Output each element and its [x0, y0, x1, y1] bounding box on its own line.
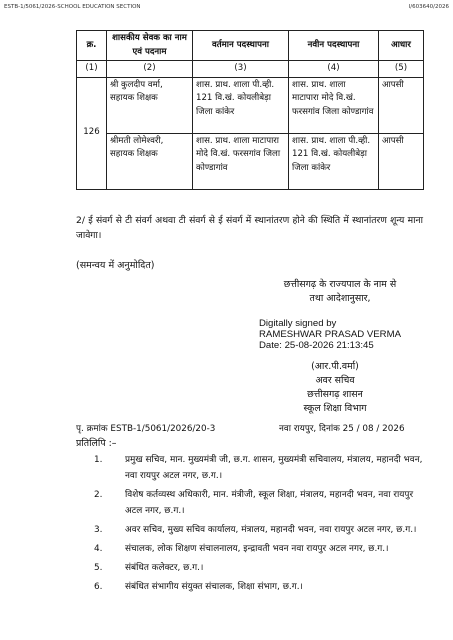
current-posting: शास. प्राथ. शाला पी.व्ही. 121 वि.खं. कोयलीबेड़ा जिला कांकेर — [193, 77, 289, 133]
reference-number: पृ. क्रमांक ESTB-1/5061/2026/20-3 — [76, 424, 216, 434]
basis: आपसी — [379, 133, 424, 189]
column-number-row — [77, 61, 424, 78]
copy-to-list — [76, 452, 426, 598]
item-number: 6. — [94, 582, 103, 592]
employee-name: श्रीमती लोमेश्वरी, सहायक शिक्षक — [107, 133, 193, 189]
item-number: 1. — [94, 455, 103, 465]
document-id-header: I/603640/2026 — [408, 4, 449, 10]
item-text: विशेष कर्तव्यस्थ अधिकारी, मान. मंत्रीजी, स्कूल शिक्षा, मंत्रालय, महानदी भवन, नवा रायपुर अटल नगर, छ.ग.। — [125, 490, 414, 516]
approval-note: (समन्वय में अनुमोदित) — [76, 260, 155, 271]
governor-line-2: तथा आदेशानुसार, — [309, 293, 371, 304]
list-item — [76, 487, 426, 519]
col-number: (1) — [77, 61, 107, 78]
signature-line-2: RAMESHWAR PRASAD VERMA — [259, 329, 401, 340]
employee-name: श्री कुलदीप वर्मा, सहायक शिक्षक — [107, 77, 193, 133]
item-text: संबंधित कलेक्टर, छ.ग.। — [125, 563, 204, 573]
list-item — [76, 541, 426, 557]
col-number: (4) — [289, 61, 379, 78]
item-text: प्रमुख सचिव, मान. मुख्यमंत्री जी, छ.ग. शासन, मुख्यमंत्री सचिवालय, मंत्रालय, महानदी भवन, नवा रायपुर अटल नगर, छ.ग.। — [125, 455, 423, 481]
list-item — [76, 452, 426, 484]
paragraph-2: 2/ ई संवर्ग से टी संवर्ग अथवा टी संवर्ग से ई संवर्ग में स्थानांतरण होने की स्थिति में स्थानांतरण शून्य माना जावेगा। — [76, 215, 423, 241]
col-header-basis: आधार — [379, 31, 424, 61]
col-header-name: शासकीय सेवक का नाम एवं पदनाम — [107, 31, 193, 61]
col-number: (5) — [379, 61, 424, 78]
table-header-row — [77, 31, 424, 61]
item-number: 5. — [94, 563, 103, 573]
transfer-table — [76, 30, 424, 190]
digital-signature — [259, 318, 401, 351]
col-header-current-posting: वर्तमान पदस्थापना — [193, 31, 289, 61]
signatory-block — [260, 360, 410, 416]
new-posting: शास. प्राथ. शाला पी.व्ही. 121 वि.खं. कोयलीबेड़ा जिला कांकेर — [289, 133, 379, 189]
table-row — [77, 77, 424, 133]
governor-order-block — [240, 278, 440, 306]
basis: आपसी — [379, 77, 424, 133]
governor-line-1: छत्तीसगढ़ के राज्यपाल के नाम से — [283, 279, 397, 290]
table-row — [77, 133, 424, 189]
reference-date: नवा रायपुर, दिनांक 25 / 08 / 2026 — [279, 424, 405, 434]
col-number: (3) — [193, 61, 289, 78]
signature-line-1: Digitally signed by — [259, 318, 337, 329]
item-text: अवर सचिव, मुख्य सचिव कार्यालय, मंत्रालय, महानदी भवन, नवा रायपुर अटल नगर, छ.ग.। — [125, 525, 417, 535]
item-number: 2. — [94, 490, 103, 500]
signature-date: Date: 25-08-2026 21:13:45 — [259, 340, 374, 351]
signatory-government: छत्तीसगढ़ शासन — [307, 389, 363, 400]
list-item — [76, 579, 426, 595]
item-text: संबंधित संभागीय संयुक्त संचालक, शिक्षा संभाग, छ.ग.। — [125, 582, 303, 592]
signatory-designation: अवर सचिव — [315, 375, 355, 386]
list-item — [76, 522, 426, 538]
item-number: 3. — [94, 525, 103, 535]
new-posting: शास. प्राथ. शाला माटापारा मोदे वि.खं. फरसगांव जिला कोण्डागांव — [289, 77, 379, 133]
list-item — [76, 560, 426, 576]
current-posting: शास. प्राथ. शाला माटापारा मोदे वि.खं. फरसगांव जिला कोण्डागांव — [193, 133, 289, 189]
col-header-new-posting: नवीन पदस्थापना — [289, 31, 379, 61]
item-text: संचालक, लोक शिक्षण संचालनालय, इन्द्रावती भवन नवा रायपुर अटल नगर, छ.ग.। — [125, 544, 389, 554]
col-number: (2) — [107, 61, 193, 78]
serial-number: 126 — [77, 77, 107, 189]
item-number: 4. — [94, 544, 103, 554]
signatory-department: स्कूल शिक्षा विभाग — [303, 403, 367, 414]
col-header-serial: क्र. — [77, 31, 107, 61]
file-reference-header: ESTB-1/5061/2026-SCHOOL EDUCATION SECTION — [4, 4, 141, 10]
signatory-name: (आर.पी.वर्मा) — [311, 361, 359, 372]
copy-to-title: प्रतिलिपि :– — [76, 438, 117, 449]
